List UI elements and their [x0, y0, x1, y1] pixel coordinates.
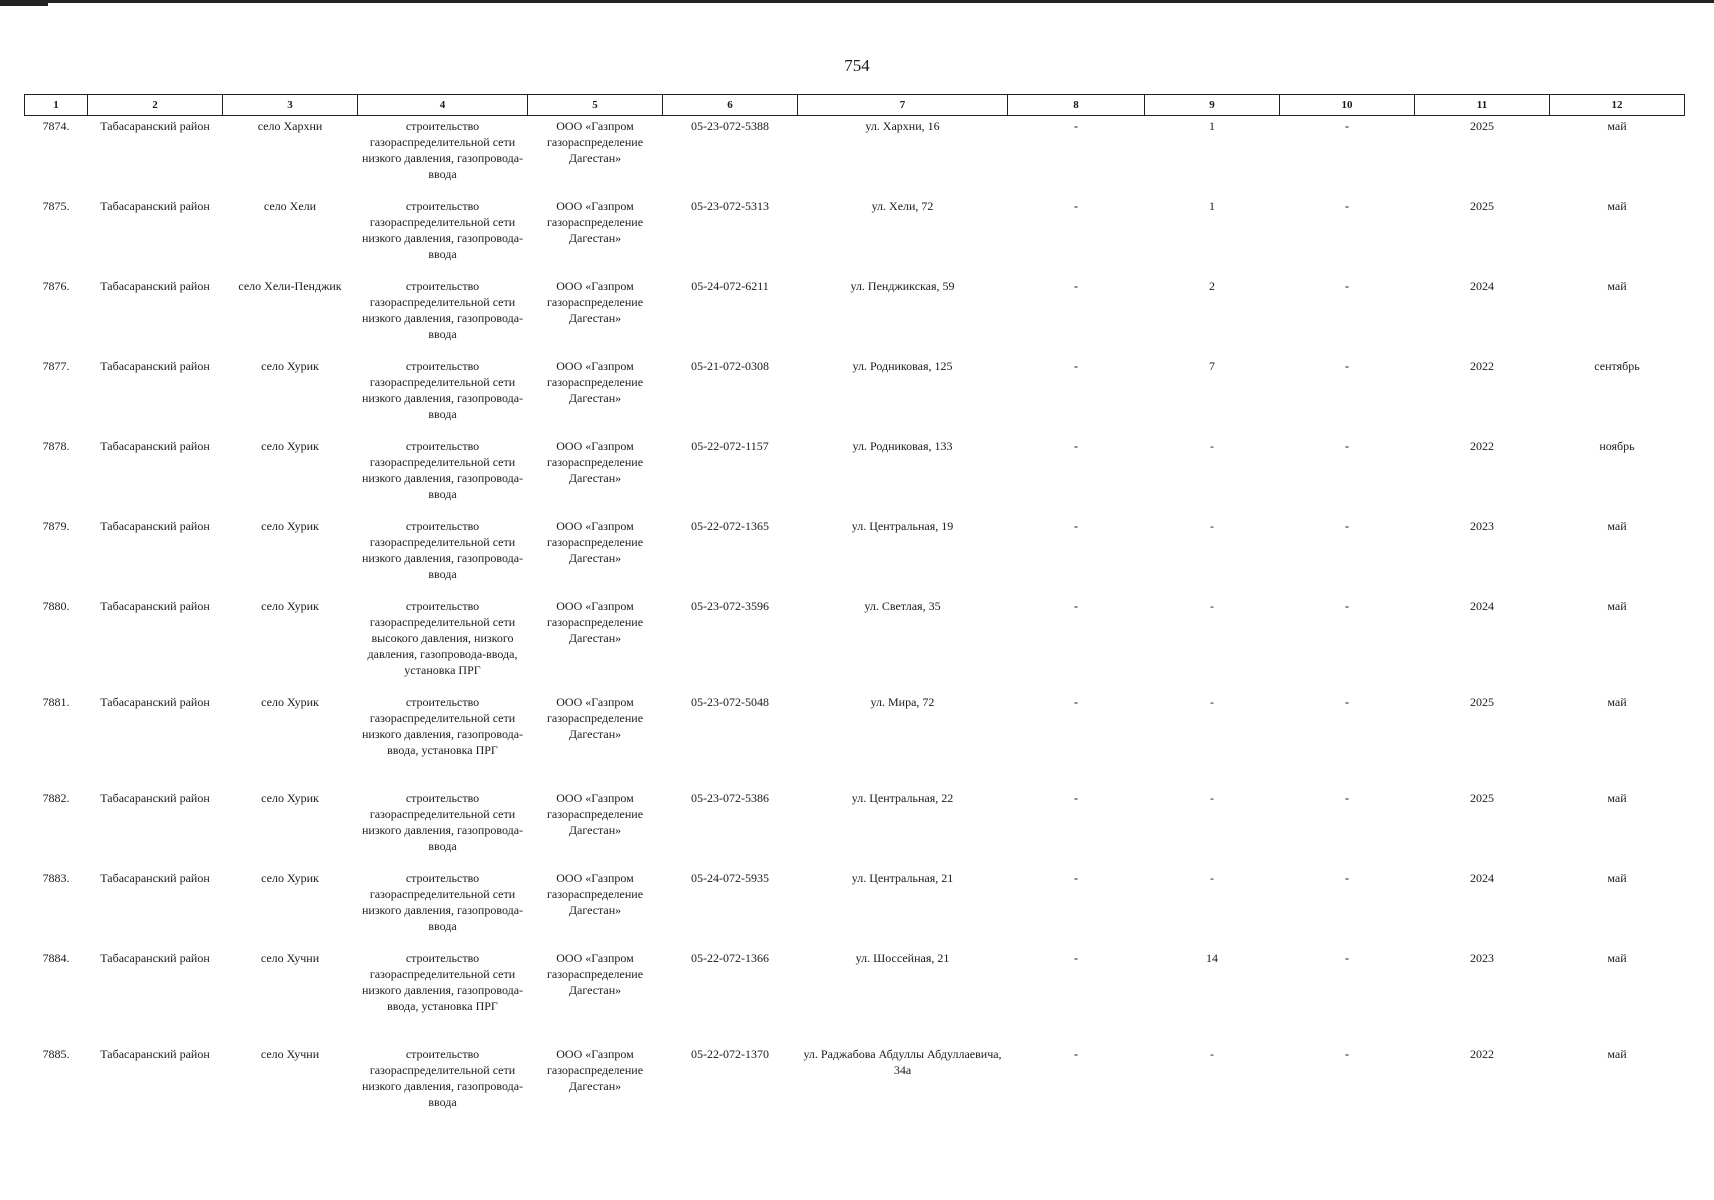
table-row: [25, 116, 1685, 197]
table-row: [25, 276, 1685, 356]
col8-cell: -: [1074, 279, 1078, 293]
work-description-cell: строительство газораспределительной сети низкого давления, газопровода-ввода: [361, 791, 524, 853]
address-cell: ул. Пенджикская, 59: [850, 279, 955, 293]
table-row: [25, 692, 1685, 788]
row-number: 7879.: [42, 519, 70, 533]
organization-cell: ООО «Газпром газораспределение Дагестан»: [546, 695, 644, 741]
address-cell: ул. Центральная, 21: [851, 871, 954, 885]
col8-cell: -: [1074, 1047, 1078, 1061]
year-cell: 2024: [1470, 871, 1494, 885]
col9-cell: -: [1210, 695, 1214, 709]
col10-cell: -: [1345, 791, 1349, 805]
month-cell: май: [1607, 119, 1627, 133]
col10-cell: -: [1345, 695, 1349, 709]
col10-cell: -: [1345, 279, 1349, 293]
organization-cell: ООО «Газпром газораспределение Дагестан»: [546, 279, 644, 325]
month-cell: май: [1607, 1047, 1627, 1061]
address-cell: ул. Мира, 72: [870, 695, 935, 709]
district-cell: Табасаранский район: [100, 359, 210, 373]
month-cell: май: [1607, 279, 1627, 293]
application-code-cell: 05-23-072-3596: [691, 599, 769, 613]
row-number: 7880.: [42, 599, 70, 613]
village-cell: село Хурик: [261, 791, 319, 805]
year-cell: 2025: [1470, 119, 1494, 133]
row-number: 7885.: [42, 1047, 70, 1061]
row-number: 7876.: [42, 279, 70, 293]
district-cell: Табасаранский район: [100, 599, 210, 613]
row-number: 7884.: [42, 951, 70, 965]
village-cell: село Хурик: [261, 439, 319, 453]
address-cell: ул. Родниковая, 125: [852, 359, 953, 373]
district-cell: Табасаранский район: [100, 951, 210, 965]
table-row: [25, 868, 1685, 948]
district-cell: Табасаранский район: [100, 199, 210, 213]
address-cell: ул. Центральная, 22: [851, 791, 954, 805]
month-cell: май: [1607, 871, 1627, 885]
column-header: 10: [1280, 95, 1415, 116]
application-code-cell: 05-24-072-6211: [691, 279, 769, 293]
village-cell: село Хели-Пенджик: [238, 279, 342, 293]
column-header: 1: [25, 95, 88, 116]
work-description-cell: строительство газораспределительной сети низкого давления, газопровода-ввода: [361, 119, 524, 181]
address-cell: ул. Раджабова Абдуллы Абдуллаевича, 34а: [803, 1047, 1002, 1077]
address-cell: ул. Шоссейная, 21: [855, 951, 950, 965]
col10-cell: -: [1345, 119, 1349, 133]
work-description-cell: строительство газораспределительной сети низкого давления, газопровода-ввода: [361, 359, 524, 421]
village-cell: село Хурик: [261, 871, 319, 885]
row-number: 7874.: [42, 119, 70, 133]
work-description-cell: строительство газораспределительной сети низкого давления, газопровода-ввода, установка ПРГ: [361, 951, 524, 1013]
col10-cell: -: [1345, 439, 1349, 453]
column-header: 3: [223, 95, 358, 116]
district-cell: Табасаранский район: [100, 695, 210, 709]
col9-cell: -: [1210, 599, 1214, 613]
organization-cell: ООО «Газпром газораспределение Дагестан»: [546, 791, 644, 837]
col10-cell: -: [1345, 199, 1349, 213]
district-cell: Табасаранский район: [100, 279, 210, 293]
work-description-cell: строительство газораспределительной сети низкого давления, газопровода-ввода: [361, 199, 524, 261]
table-row: [25, 196, 1685, 276]
address-cell: ул. Хархни, 16: [865, 119, 940, 133]
organization-cell: ООО «Газпром газораспределение Дагестан»: [546, 359, 644, 405]
village-cell: село Хели: [263, 199, 317, 213]
address-cell: ул. Хели, 72: [871, 199, 934, 213]
col9-cell: -: [1210, 519, 1214, 533]
col10-cell: -: [1345, 599, 1349, 613]
application-code-cell: 05-23-072-5386: [691, 791, 769, 805]
column-header: 5: [528, 95, 663, 116]
col8-cell: -: [1074, 199, 1078, 213]
col9-cell: -: [1210, 439, 1214, 453]
year-cell: 2022: [1470, 439, 1494, 453]
village-cell: село Хурик: [261, 359, 319, 373]
application-code-cell: 05-21-072-0308: [691, 359, 769, 373]
month-cell: май: [1607, 951, 1627, 965]
work-description-cell: строительство газораспределительной сети низкого давления, газопровода-ввода, установка ПРГ: [361, 695, 524, 757]
column-header: 4: [358, 95, 528, 116]
organization-cell: ООО «Газпром газораспределение Дагестан»: [546, 871, 644, 917]
column-number-header: [25, 95, 1685, 116]
application-code-cell: 05-23-072-5313: [691, 199, 769, 213]
col10-cell: -: [1345, 519, 1349, 533]
top-border-line: [0, 0, 1714, 3]
col10-cell: -: [1345, 359, 1349, 373]
col9-cell: 14: [1206, 951, 1218, 965]
year-cell: 2025: [1470, 199, 1494, 213]
col8-cell: -: [1074, 695, 1078, 709]
col8-cell: -: [1074, 439, 1078, 453]
organization-cell: ООО «Газпром газораспределение Дагестан»: [546, 439, 644, 485]
application-code-cell: 05-22-072-1365: [691, 519, 769, 533]
year-cell: 2023: [1470, 951, 1494, 965]
organization-cell: ООО «Газпром газораспределение Дагестан»: [546, 519, 644, 565]
col8-cell: -: [1074, 599, 1078, 613]
work-description-cell: строительство газораспределительной сети низкого давления, газопровода-ввода: [361, 279, 524, 341]
work-description-cell: строительство газораспределительной сети низкого давления, газопровода-ввода: [361, 439, 524, 501]
district-cell: Табасаранский район: [100, 871, 210, 885]
village-cell: село Хурик: [261, 519, 319, 533]
col8-cell: -: [1074, 359, 1078, 373]
register-table: [24, 94, 1685, 1124]
organization-cell: ООО «Газпром газораспределение Дагестан»: [546, 1047, 644, 1093]
column-header: 2: [88, 95, 223, 116]
month-cell: сентябрь: [1594, 359, 1640, 373]
col9-cell: 7: [1209, 359, 1215, 373]
work-description-cell: строительство газораспределительной сети низкого давления, газопровода-ввода: [361, 871, 524, 933]
year-cell: 2022: [1470, 359, 1494, 373]
row-number: 7877.: [42, 359, 70, 373]
column-header: 7: [798, 95, 1008, 116]
address-cell: ул. Светлая, 35: [864, 599, 941, 613]
column-header: 8: [1008, 95, 1145, 116]
column-header: 12: [1550, 95, 1685, 116]
district-cell: Табасаранский район: [100, 439, 210, 453]
year-cell: 2023: [1470, 519, 1494, 533]
col8-cell: -: [1074, 871, 1078, 885]
village-cell: село Хархни: [257, 119, 323, 133]
application-code-cell: 05-23-072-5388: [691, 119, 769, 133]
village-cell: село Хурик: [261, 599, 319, 613]
page-number: 754: [844, 56, 870, 75]
application-code-cell: 05-23-072-5048: [691, 695, 769, 709]
month-cell: май: [1607, 599, 1627, 613]
row-number: 7882.: [42, 791, 70, 805]
table-row: [25, 948, 1685, 1044]
column-header: 6: [663, 95, 798, 116]
table-body: [25, 116, 1685, 1125]
col8-cell: -: [1074, 119, 1078, 133]
col9-cell: -: [1210, 1047, 1214, 1061]
district-cell: Табасаранский район: [100, 791, 210, 805]
year-cell: 2025: [1470, 695, 1494, 709]
month-cell: май: [1607, 199, 1627, 213]
application-code-cell: 05-22-072-1366: [691, 951, 769, 965]
district-cell: Табасаранский район: [100, 119, 210, 133]
col9-cell: 1: [1209, 119, 1215, 133]
work-description-cell: строительство газораспределительной сети низкого давления, газопровода-ввода: [361, 1047, 524, 1109]
year-cell: 2025: [1470, 791, 1494, 805]
col8-cell: -: [1074, 951, 1078, 965]
table-row: [25, 436, 1685, 516]
row-number: 7878.: [42, 439, 70, 453]
col9-cell: -: [1210, 871, 1214, 885]
row-number: 7883.: [42, 871, 70, 885]
table-row: [25, 788, 1685, 868]
top-border-mark: [0, 3, 48, 6]
table-row: [25, 596, 1685, 692]
col10-cell: -: [1345, 951, 1349, 965]
address-cell: ул. Родниковая, 133: [852, 439, 953, 453]
col9-cell: -: [1210, 791, 1214, 805]
village-cell: село Хучни: [260, 951, 320, 965]
organization-cell: ООО «Газпром газораспределение Дагестан»: [546, 119, 644, 165]
table-row: [25, 516, 1685, 596]
application-code-cell: 05-22-072-1157: [691, 439, 769, 453]
village-cell: село Хучни: [260, 1047, 320, 1061]
col9-cell: 2: [1209, 279, 1215, 293]
month-cell: май: [1607, 791, 1627, 805]
district-cell: Табасаранский район: [100, 1047, 210, 1061]
column-header: 11: [1415, 95, 1550, 116]
row-number: 7881.: [42, 695, 70, 709]
address-cell: ул. Центральная, 19: [851, 519, 954, 533]
column-header: 9: [1145, 95, 1280, 116]
application-code-cell: 05-22-072-1370: [691, 1047, 769, 1061]
district-cell: Табасаранский район: [100, 519, 210, 533]
col10-cell: -: [1345, 1047, 1349, 1061]
organization-cell: ООО «Газпром газораспределение Дагестан»: [546, 599, 644, 645]
table-row: [25, 1044, 1685, 1124]
work-description-cell: строительство газораспределительной сети высокого давления, низкого давления, газопровода-ввода, установка ПРГ: [367, 599, 518, 677]
col9-cell: 1: [1209, 199, 1215, 213]
year-cell: 2022: [1470, 1047, 1494, 1061]
work-description-cell: строительство газораспределительной сети низкого давления, газопровода-ввода: [361, 519, 524, 581]
table-row: [25, 356, 1685, 436]
col10-cell: -: [1345, 871, 1349, 885]
month-cell: май: [1607, 519, 1627, 533]
village-cell: село Хурик: [261, 695, 319, 709]
year-cell: 2024: [1470, 599, 1494, 613]
organization-cell: ООО «Газпром газораспределение Дагестан»: [546, 199, 644, 245]
year-cell: 2024: [1470, 279, 1494, 293]
month-cell: ноябрь: [1599, 439, 1635, 453]
month-cell: май: [1607, 695, 1627, 709]
row-number: 7875.: [42, 199, 70, 213]
col8-cell: -: [1074, 519, 1078, 533]
col8-cell: -: [1074, 791, 1078, 805]
organization-cell: ООО «Газпром газораспределение Дагестан»: [546, 951, 644, 997]
application-code-cell: 05-24-072-5935: [691, 871, 769, 885]
